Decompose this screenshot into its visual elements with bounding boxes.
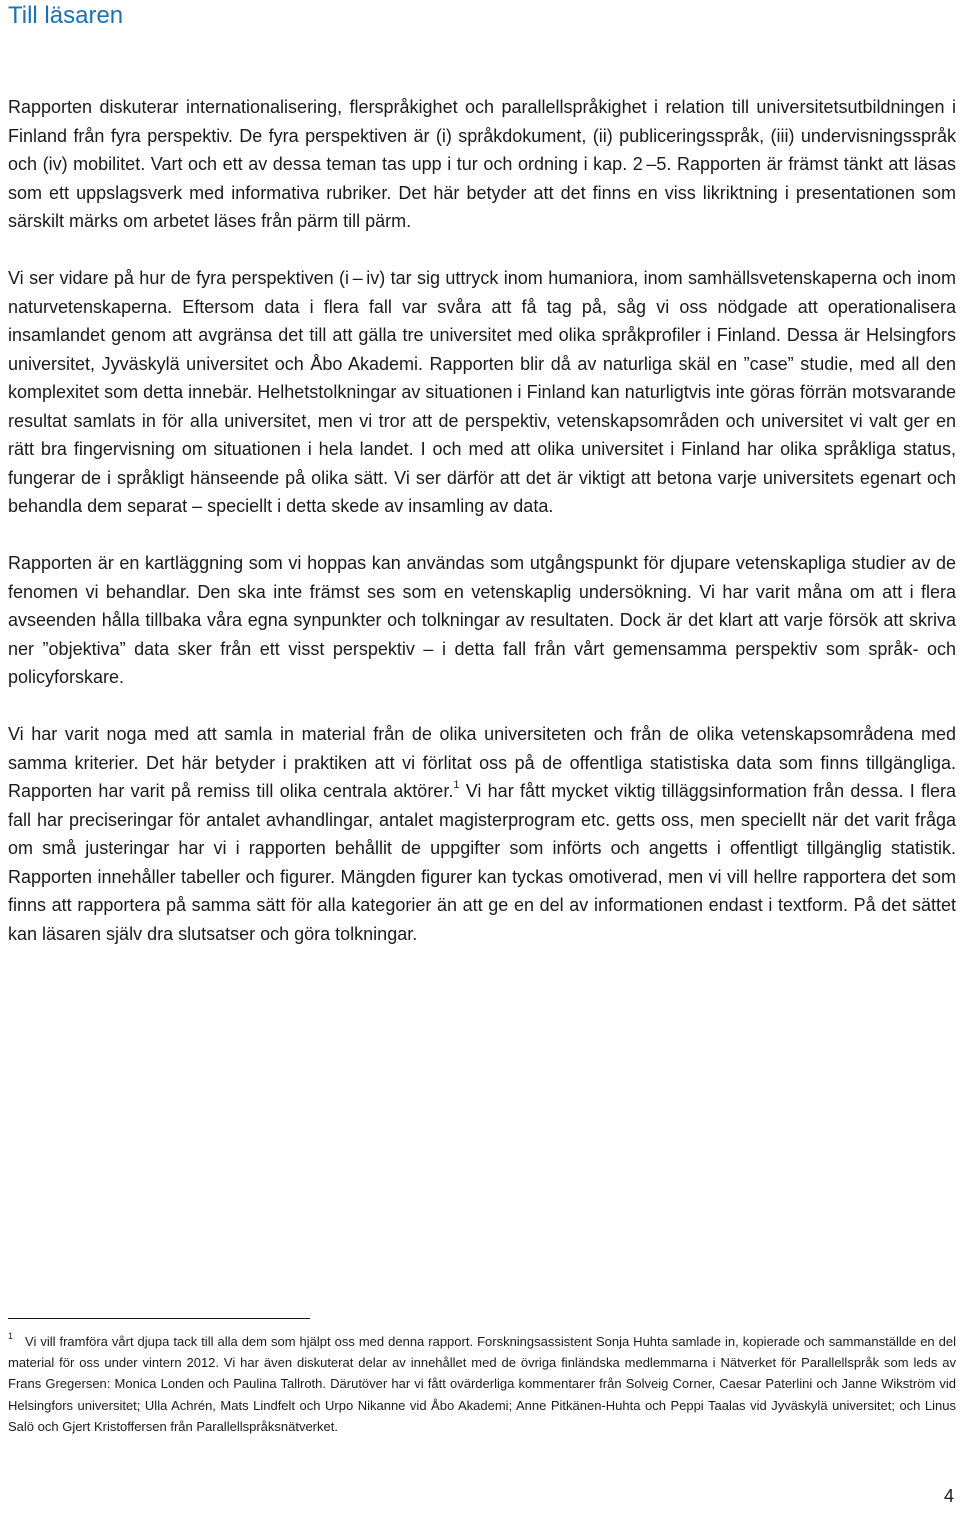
page-title: Till läsaren [8, 2, 124, 29]
footnote-text: Vi vill framföra vårt djupa tack till alla dem som hjälpt oss med denna rapport. Forskningsassistent Sonja Huhta samlade in, kopierade och sammanställde en del material för oss under vintern 2012. Vi har även diskuterat delar av innehållet med de övriga finländska medlemmarna i Nätverket för Parallellspråk som leds av Frans Gregersen: Monica Londen och Paulina Tallroth. Därutöver har vi fått ovärderliga kommentarer från Solveig Corner, Caesar Paterlini och Janne Wikström vid Helsingfors universitet; Ulla Achrén, Mats Lindfelt och Urpo Nikanne vid Åbo Akademi; Anne Pitkänen-Huhta och Peppi Taalas vid Jyväskylä universitet; och Linus Salö och Gjert Kristoffersen från Parallellspråksnätverket. [8, 1334, 956, 1434]
footnote-number: 1 [8, 1331, 14, 1341]
paragraph-4-text-start: Vi har varit noga med att samla in material från de olika universiteten och från de olika vetenskapsområdena med samma kriterier. Det här betyder i praktiken att vi förlitat oss på de offentliga statistiska data som finns tillgängliga. Rapporten har varit på remiss till olika centrala aktörer. [8, 724, 956, 801]
paragraph-3: Rapporten är en kartläggning som vi hoppas kan användas som utgångspunkt för djupare vetenskapliga studier av de fenomen vi behandlar. Den ska inte främst ses som en vetenskaplig undersökning. Vi har varit måna om att i flera avseenden hålla tillbaka våra egna synpunkter och tolkningar av resultaten. Dock är det klart att varje försök att skriva ner ”objektiva” data sker från ett visst perspektiv – i detta fall från vårt gemensamma perspektiv som språk- och policyforskare. [8, 553, 956, 687]
footnote-reference[interactable]: 1 [453, 779, 460, 791]
paragraph-1: Rapporten diskuterar internationalisering, flerspråkighet och parallellspråkighet i relation till universitetsutbildningen i Finland från fyra perspektiv. De fyra perspektiven är (i) språkdokument, (ii) publiceringsspråk, (iii) undervisningsspråk och (iv) mobilitet. Vart och ett av dessa teman tas upp i tur och ordning i kap. 2 –5. Rapporten är främst tänkt att läsas som ett uppslagsverk med informativa rubriker. Det här betyder att det finns en viss likriktning i presentationen som särskilt märks om arbetet läses från pärm till pärm. [8, 97, 956, 231]
footnote-divider [8, 1318, 310, 1319]
footnote [8, 1331, 956, 1437]
paragraph-2: Vi ser vidare på hur de fyra perspektiven (i – iv) tar sig uttryck inom humaniora, inom samhällsvetenskaperna och inom naturvetenskaperna. Eftersom data i flera fall var svåra att få tag på, såg vi oss nödgade att operationalisera insamlandet genom att avgränsa det till att gälla tre universitet med olika språkprofiler i Finland. Dessa är Helsingfors universitet, Jyväskylä universitet och Åbo Akademi. Rapporten blir då av naturliga skäl en ”case” studie, med all den komplexitet som detta innebär. Helhetstolkningar av situationen i Finland kan naturligtvis inte göras förrän motsvarande resultat samlats in för alla universitet, men vi tror att de perspektiv, vetenskapsområden och universitet vi valt ger en rätt bra fingervisning om situationen i hela landet. I och med att olika universitet i Finland har olika språkliga status, fungerar de i språkligt hänseende på olika sätt. Vi ser därför att det är viktigt att betona varje universitets egenart och behandla dem separat – speciellt i detta skede av insamling av data. [8, 268, 956, 516]
body-text [8, 93, 956, 977]
paragraph-4-text-end: Vi har fått mycket viktig tilläggsinformation från dessa. I flera fall har preciseringar för antalet avhandlingar, antalet magisterprogram etc. getts oss, men speciellt när det varit fråga om små justeringar har vi i rapporten behållit de uppgifter som införts och angetts i offentligt tillgänglig statistik. Rapporten innehåller tabeller och figurer. Mängden figurer kan tyckas omotiverad, men vi vill hellre rapportera det som finns att rapportera på samma sätt för alla kategorier än att ge en del av informationen endast i textform. På det sättet kan läsaren själv dra slutsatser och göra tolkningar. [8, 781, 956, 944]
page-number: 4 [943, 1486, 954, 1506]
paragraph-4 [8, 720, 956, 948]
